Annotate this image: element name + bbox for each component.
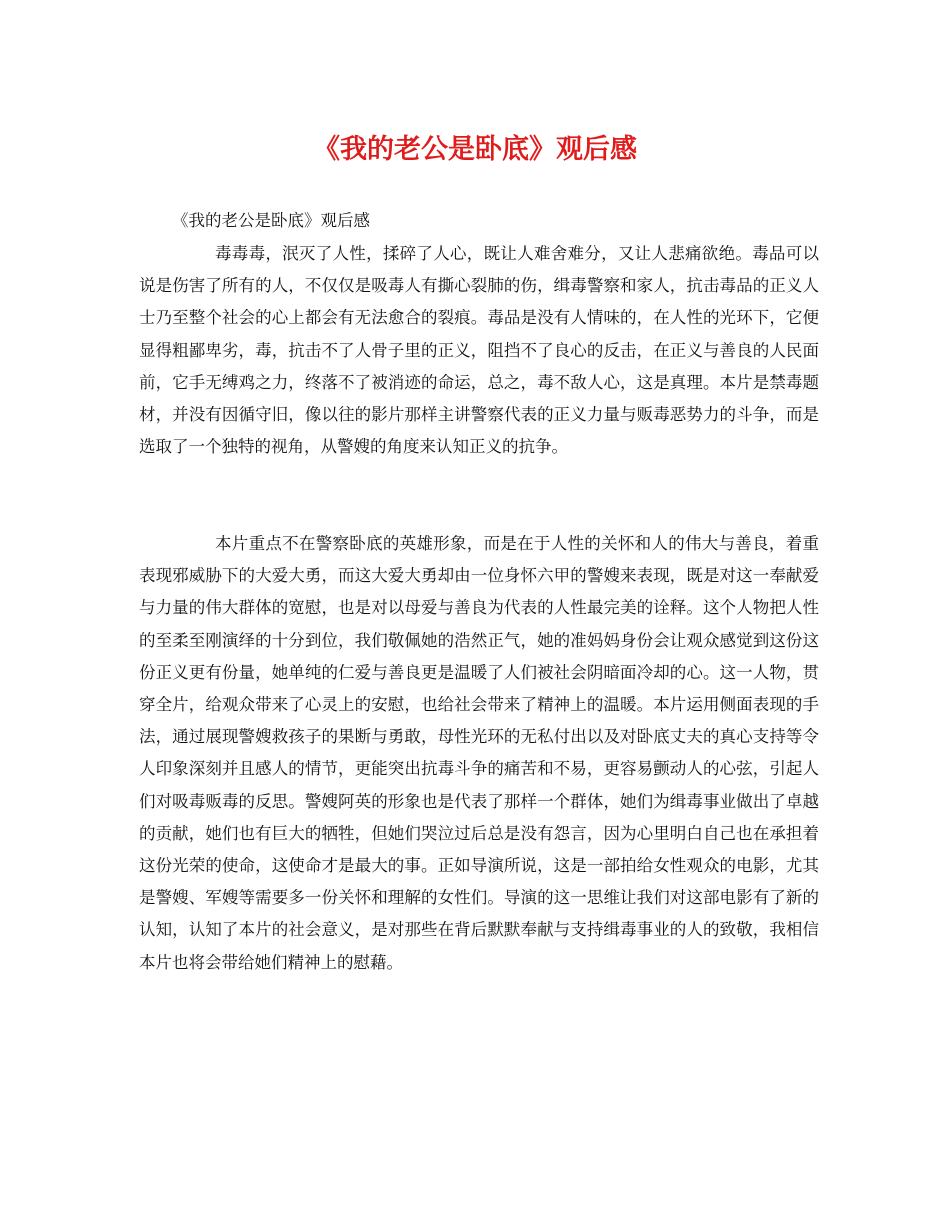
document-title: 《我的老公是卧底》观后感 [313,134,637,165]
paragraph-1: 毒毒毒，泯灭了人性，揉碎了人心，既让人难舍难分，又让人悲痛欲绝。毒品可以说是伤害了所有的人，不仅仅是吸毒人有撕心裂肺的伤，缉毒警察和家人，抗击毒品的正义人士乃至整个社会的心上都会有无法愈合的裂痕。毒品是没有人情味的，在人性的光环下，它便显得粗鄙卑劣，毒，抗击不了人骨子里的正义，阻挡不了良心的反击，在正义与善良的人民面前，它手无缚鸡之力，终落不了被消迹的命运，总之，毒不敌人心，这是真理。本片是禁毒题材，并没有因循守旧，像以往的影片那样主讲警察代表的正义力量与贩毒恶势力的斗争，而是选取了一个独特的视角，从警嫂的角度来认知正义的抗争。 [139,244,819,457]
paragraph-2: 本片重点不在警察卧底的英雄形象，而是在于人性的关怀和人的伟大与善良，着重表现邪威胁下的大爱大勇，而这大爱大勇却由一位身怀六甲的警嫂来表现，既是对这一奉献爱与力量的伟大群体的宽慰，也是对以母爱与善良为代表的人性最完美的诠释。这个人物把人性的至柔至刚演绎的十分到位，我们敬佩她的浩然正气，她的准妈妈身份会让观众感觉到这份这份正义更有份量，她单纯的仁爱与善良更是温暖了人们被社会阴暗面冷却的心。这一人物，贯穿全片，给观众带来了心灵上的安慰，也给社会带来了精神上的温暖。本片运用侧面表现的手法，通过展现警嫂救孩子的果断与勇敢，母性光环的无私付出以及对卧底丈夫的真心支持等令人印象深刻并且感人的情节，更能突出抗毒斗争的痛苦和不易，更容易颤动人的心弦，引起人们对吸毒贩毒的反思。警嫂阿英的形象也是代表了那样一个群体，她们为缉毒事业做出了卓越的贡献，她们也有巨大的牺牲，但她们哭泣过后总是没有怨言，因为心里明白自己也在承担着这份光荣的使命，这使命才是最大的事。正如导演所说，这是一部拍给女性观众的电影，尤其是警嫂、军嫂等需要多一份关怀和理解的女性们。导演的这一思维让我们对这部电影有了新的认知，认知了本片的社会意义，是对那些在背后默默奉献与支持缉毒事业的人的致敬，我相信本片也将会带给她们精神上的慰藉。 [139,534,819,972]
document-subtitle: 《我的老公是卧底》观后感 [172,211,370,230]
